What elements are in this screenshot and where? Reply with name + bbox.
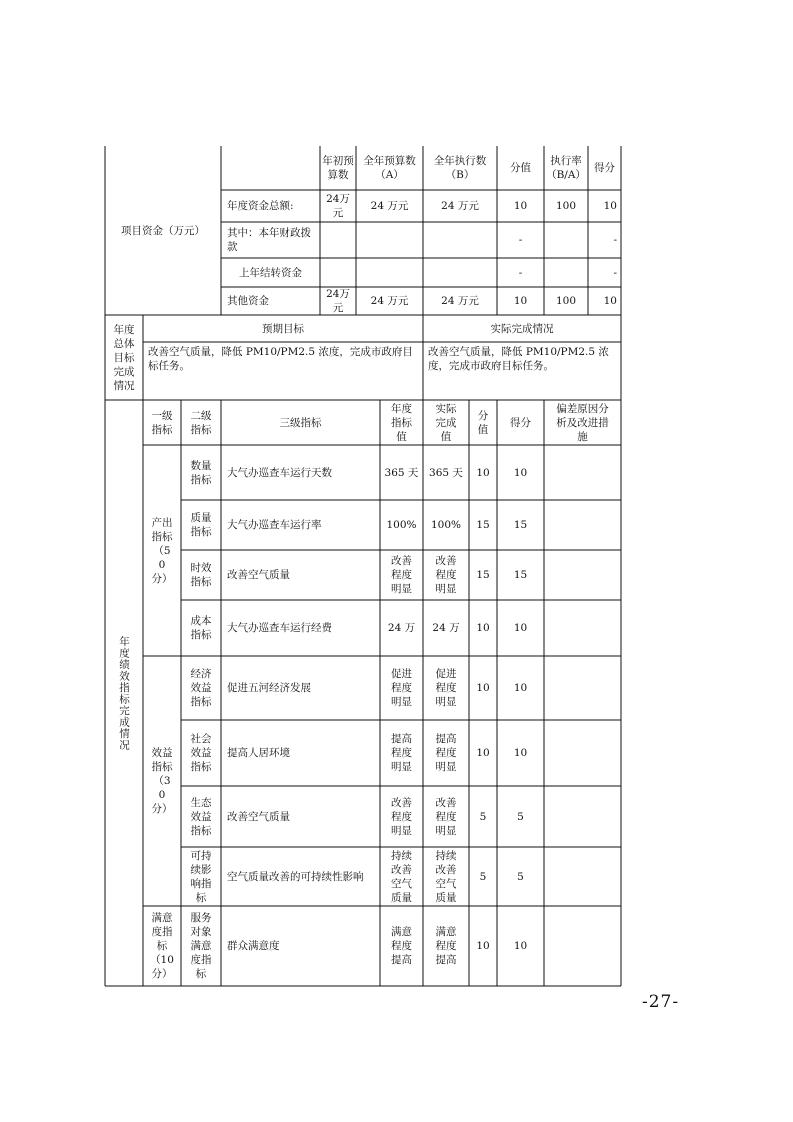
- value-cell: 10: [476, 466, 490, 479]
- dev-cell: [544, 600, 621, 656]
- l3-cell: 改善空气质量: [227, 569, 290, 581]
- goals-label: 年度总体目标完成情况: [113, 323, 135, 392]
- funds-row-name: 上年结转资金: [239, 266, 302, 279]
- funds-row-budget: [356, 222, 423, 258]
- funds-row-value: -: [518, 234, 523, 246]
- funds-row-initial: [320, 222, 356, 258]
- group-benefit-label: 效益指标（30分）: [151, 747, 173, 815]
- actual-goal-text: 改善空气质量，降低 PM10/PM2.5 浓度，完成市政府目标任务。: [428, 346, 609, 372]
- funds-row-exec: [423, 222, 497, 258]
- funds-row-score: -: [613, 266, 617, 279]
- l2-cell: 数量指标: [190, 459, 212, 486]
- score-cell: 10: [513, 747, 528, 759]
- score-cell: 10: [513, 940, 528, 952]
- score-cell: 10: [513, 466, 528, 479]
- dev-cell: [544, 720, 621, 786]
- dev-cell: [544, 445, 621, 500]
- funds-row-rate: 100: [555, 295, 577, 307]
- funds-row-exec: [423, 258, 497, 287]
- score-cell: 5: [517, 870, 524, 883]
- header-initial-budget: 年初预算数: [322, 155, 354, 181]
- dev-cell: [544, 550, 621, 600]
- funds-row-value: 10: [513, 200, 528, 212]
- actual-cell: 促进程度明显: [435, 668, 457, 708]
- funds-row-budget: 24 万元: [370, 295, 409, 307]
- funds-row-budget: 24 万元: [370, 200, 409, 212]
- value-cell: 10: [476, 682, 490, 694]
- l2-cell: 经济效益指标: [190, 668, 212, 708]
- score-cell: 10: [513, 622, 528, 634]
- l3-cell: 改善空气质量: [227, 810, 290, 823]
- l3-cell: 提高人居环境: [227, 747, 290, 759]
- dev-cell: [544, 906, 621, 986]
- l3-cell: 群众满意度: [227, 940, 280, 952]
- funds-row-score: -: [613, 234, 617, 246]
- funds-row-initial: 24万元: [326, 193, 350, 219]
- l3-cell: 促进五河经济发展: [227, 682, 311, 694]
- funds-row-rate: [544, 258, 588, 287]
- l2-cell: 质量指标: [190, 512, 212, 538]
- actual-cell: 持续改善空气质量: [435, 849, 457, 904]
- target-cell: 提高程度明显: [391, 733, 412, 773]
- header-annual-budget: 全年预算数（A）: [363, 155, 416, 181]
- score-cell: 15: [513, 569, 528, 581]
- indicators-label: [105, 400, 143, 986]
- header-exec-rate: 执行率（B/A）: [546, 155, 586, 181]
- group-output-label: 产出指标（50分）: [151, 516, 173, 585]
- header-level2: 二级指标: [190, 409, 212, 436]
- group-satisfaction-label: 满意度指标（10分）: [150, 912, 174, 980]
- funds-row-name: 其中：本年财政拨款: [227, 227, 311, 253]
- l2-cell: 成本指标: [190, 615, 212, 641]
- l2-cell: 可持续影响指标: [190, 849, 212, 904]
- l3-cell: 大气办巡查车运行率: [227, 519, 322, 531]
- funds-label: 项目资金（万元）: [121, 224, 205, 237]
- expected-header: 预期目标: [262, 322, 304, 335]
- value-cell: 15: [476, 519, 490, 531]
- header-annual-value: 年度指标值: [391, 402, 412, 443]
- funds-row-name: 其他资金: [227, 295, 269, 307]
- header-deviation: 偏差原因分析及改进措施: [556, 402, 609, 443]
- dev-cell: [544, 656, 621, 720]
- expected-goal-text: 改善空气质量，降低 PM10/PM2.5 浓度，完成市政府目标任务。: [148, 346, 413, 372]
- actual-cell: 改善程度明显: [435, 796, 457, 837]
- actual-cell: 提高程度明显: [435, 733, 457, 773]
- target-cell: 改善程度明显: [391, 796, 412, 837]
- funds-row-rate: 100: [555, 200, 577, 212]
- actual-cell: 满意程度提高: [435, 926, 457, 966]
- l3-cell: 大气办巡查车运行天数: [227, 466, 332, 479]
- value-cell: 10: [476, 747, 490, 759]
- l2-cell: 生态效益指标: [190, 796, 212, 837]
- target-cell: 满意程度提高: [391, 926, 412, 966]
- target-cell: 100%: [386, 519, 417, 531]
- dev-cell: [544, 786, 621, 847]
- page-number: -27-: [642, 992, 680, 1012]
- target-cell: 促进程度明显: [391, 668, 412, 708]
- l3-cell: 大气办巡查车运行经费: [227, 622, 332, 634]
- actual-cell: 365 天: [429, 466, 463, 479]
- l2-cell: 服务对象满意度指标: [190, 912, 212, 980]
- actual-cell: 24 万: [432, 622, 460, 634]
- funds-row-value: -: [518, 266, 523, 279]
- value-cell: 10: [476, 940, 490, 952]
- funds-row-score: 10: [603, 200, 617, 212]
- value-cell: 15: [476, 569, 490, 581]
- funds-row-initial: 24万元: [326, 288, 350, 314]
- funds-row-initial: [320, 258, 356, 287]
- target-cell: 改善程度明显: [391, 555, 412, 595]
- target-cell: 持续改善空气质量: [391, 849, 412, 904]
- actual-header: 实际完成情况: [490, 322, 554, 335]
- indicators-label-text: 年度绩效指标完成情况: [118, 635, 130, 751]
- header-level1: 一级指标: [151, 409, 173, 436]
- score-cell: 10: [513, 682, 528, 694]
- l2-cell: 时效指标: [190, 562, 212, 588]
- header-actual-value: 实际完成值: [435, 402, 457, 443]
- funds-row-exec: 24 万元: [441, 200, 479, 212]
- target-cell: 24 万: [387, 622, 416, 634]
- header-ind-score-value: 分值: [477, 409, 489, 436]
- header-score: 得分: [594, 162, 615, 174]
- score-cell: 5: [517, 810, 524, 823]
- funds-row-budget: [356, 258, 423, 287]
- value-cell: 5: [479, 810, 487, 823]
- value-cell: 10: [476, 622, 490, 634]
- value-cell: 5: [479, 870, 487, 883]
- dev-cell: [544, 500, 621, 550]
- actual-cell: 100%: [430, 519, 462, 531]
- header-ind-score: 得分: [510, 416, 531, 429]
- funds-row-score: 10: [603, 295, 617, 307]
- funds-row-name: 年度资金总额:: [227, 200, 294, 212]
- actual-cell: 改善程度明显: [435, 555, 457, 595]
- funds-row-rate: [544, 222, 588, 258]
- header-level3: 三级指标: [279, 416, 322, 429]
- target-cell: 365 天: [384, 466, 419, 479]
- header-score-value: 分值: [510, 162, 531, 174]
- score-cell: 15: [513, 519, 528, 531]
- funds-row-value: 10: [513, 295, 528, 307]
- header-annual-exec: 全年执行数（B）: [433, 155, 487, 181]
- l3-cell: 空气质量改善的可持续性影响: [227, 870, 364, 883]
- l2-cell: 社会效益指标: [190, 733, 212, 773]
- dev-cell: [544, 847, 621, 906]
- funds-row-exec: 24 万元: [441, 295, 479, 307]
